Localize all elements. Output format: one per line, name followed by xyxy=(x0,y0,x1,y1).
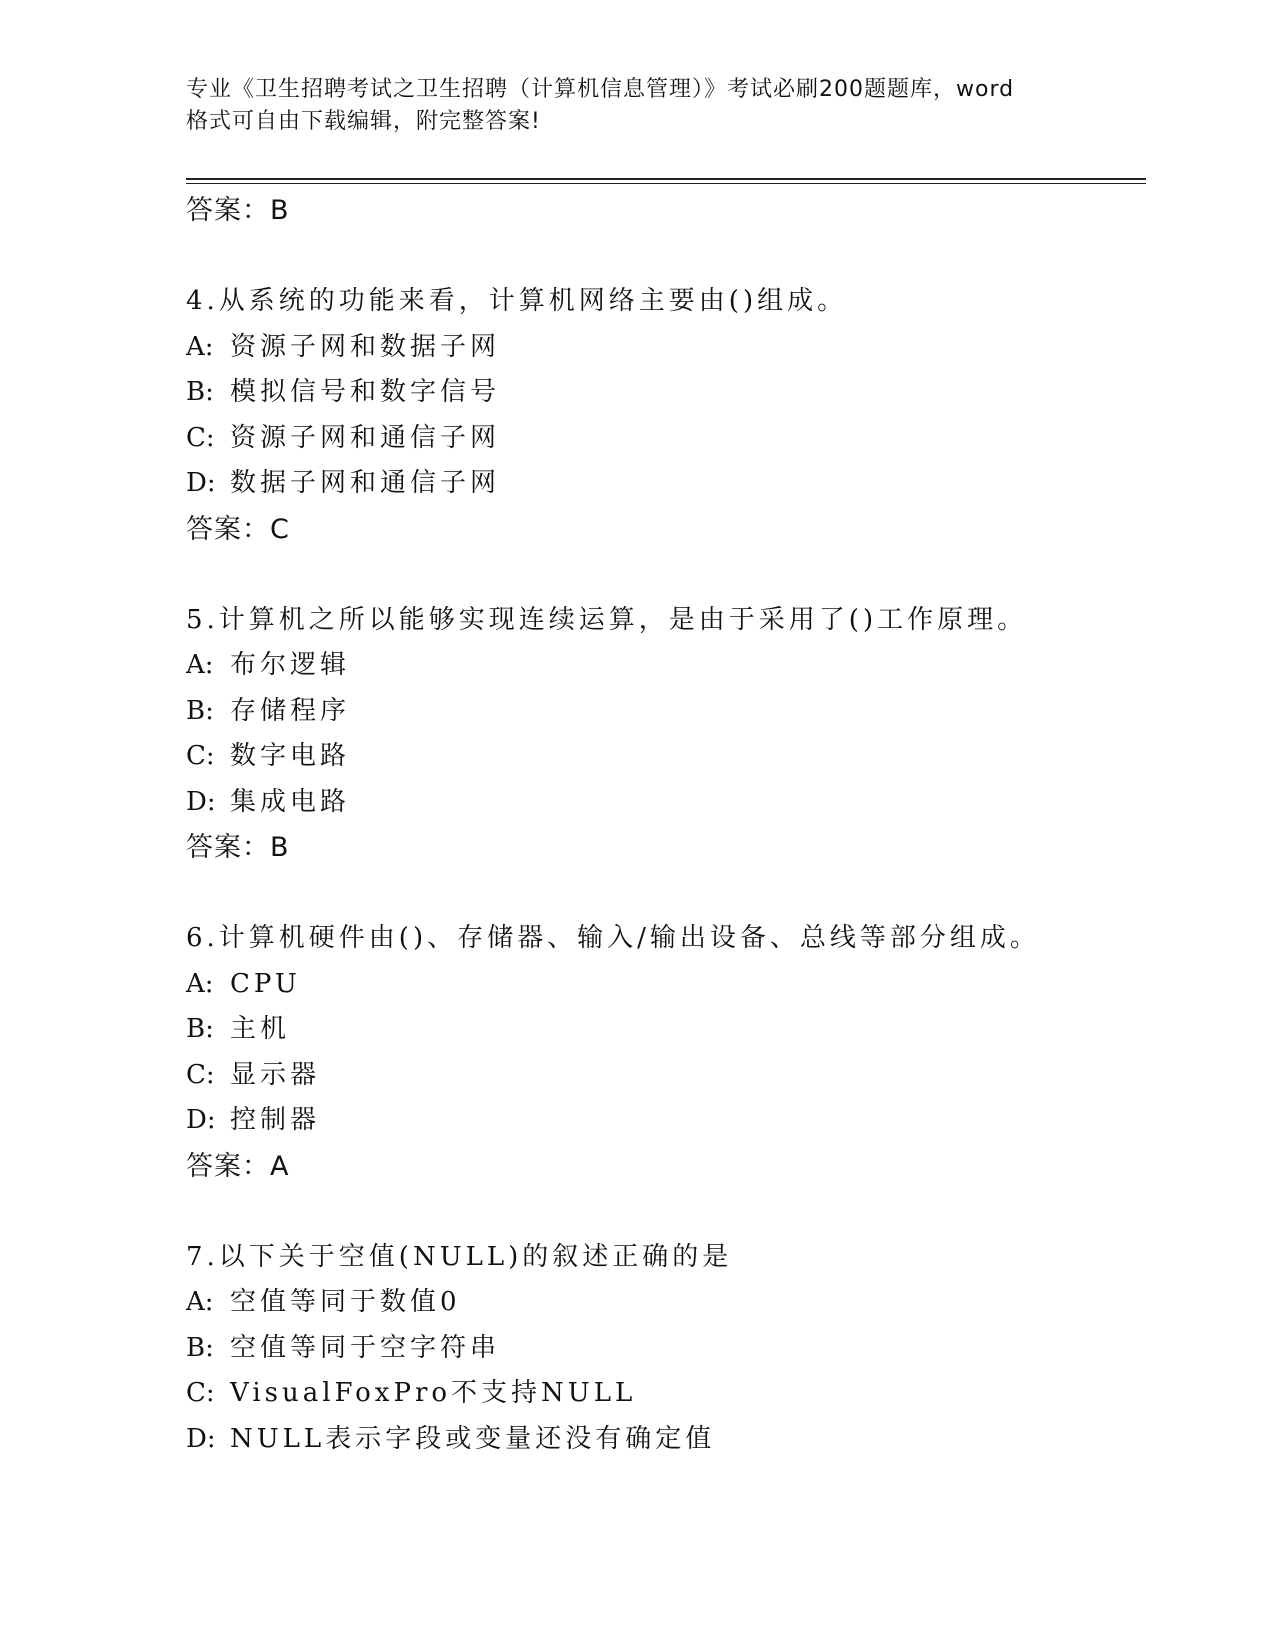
option-item xyxy=(186,1371,1146,1417)
question-block xyxy=(186,279,1146,552)
option-key: D: xyxy=(186,468,216,498)
option-key: B: xyxy=(186,1332,214,1363)
previous-answer: 答案：B xyxy=(186,195,290,226)
header-line-1: 专业《卫生招聘考试之卫生招聘（计算机信息管理）》考试必刷200题题库，word xyxy=(186,77,1015,102)
option-key: A: xyxy=(186,1287,214,1317)
option-item xyxy=(186,689,1146,735)
option-text: 显示器 xyxy=(230,1059,321,1090)
option-text: 空值等同于空字符串 xyxy=(230,1332,501,1363)
option-text: 空值等同于数值0 xyxy=(230,1287,461,1317)
question-block xyxy=(186,1235,1146,1463)
option-text: VisualFoxPro不支持NULL xyxy=(230,1378,637,1408)
option-key: D: xyxy=(186,1105,216,1135)
option-item xyxy=(186,780,1146,826)
header-divider-thin xyxy=(186,183,1146,184)
option-item xyxy=(186,416,1146,462)
option-item xyxy=(186,734,1146,780)
header-divider-thick xyxy=(186,178,1146,180)
question-block xyxy=(186,916,1146,1189)
option-item xyxy=(186,461,1146,507)
option-text: 布尔逻辑 xyxy=(230,650,351,680)
option-key: D: xyxy=(186,786,216,817)
option-text: 集成电路 xyxy=(230,786,351,817)
option-key: B: xyxy=(186,377,214,407)
option-text: 主机 xyxy=(230,1014,291,1044)
option-text: 控制器 xyxy=(230,1105,321,1135)
option-key: A: xyxy=(186,650,214,680)
option-text: CPU xyxy=(230,968,301,999)
option-item xyxy=(186,1326,1146,1372)
option-key: C: xyxy=(186,1378,215,1408)
option-key: A: xyxy=(186,968,214,999)
option-key: B: xyxy=(186,1014,214,1044)
option-text: 数据子网和通信子网 xyxy=(230,468,501,498)
answer-line: 答案：B xyxy=(186,832,290,863)
option-text: 数字电路 xyxy=(230,741,351,771)
option-key: C: xyxy=(186,1059,215,1090)
question-list xyxy=(186,188,1146,1462)
option-text: 模拟信号和数字信号 xyxy=(230,377,501,407)
question-text: 7.以下关于空值(NULL)的叙述正确的是 xyxy=(186,1241,733,1272)
option-text: 资源子网和数据子网 xyxy=(230,331,501,362)
option-key: D: xyxy=(186,1423,216,1454)
option-key: C: xyxy=(186,741,215,771)
answer-line: 答案：A xyxy=(186,1150,290,1182)
question-block xyxy=(186,598,1146,871)
option-text: 存储程序 xyxy=(230,695,351,726)
option-text: 资源子网和通信子网 xyxy=(230,422,501,453)
option-item xyxy=(186,962,1146,1008)
option-item xyxy=(186,643,1146,689)
option-item xyxy=(186,1280,1146,1326)
answer-line: 答案：C xyxy=(186,513,290,545)
option-item xyxy=(186,370,1146,416)
option-item xyxy=(186,1098,1146,1144)
option-item xyxy=(186,325,1146,371)
option-item xyxy=(186,1417,1146,1463)
option-key: A: xyxy=(186,331,214,362)
header-line-2: 格式可自由下载编辑，附完整答案! xyxy=(186,109,541,134)
option-item xyxy=(186,1007,1146,1053)
option-key: B: xyxy=(186,695,214,726)
option-text: NULL表示字段或变量还没有确定值 xyxy=(230,1423,716,1454)
option-item xyxy=(186,1053,1146,1099)
question-text: 5.计算机之所以能够实现连续运算，是由于采用了()工作原理。 xyxy=(186,604,1028,635)
option-key: C: xyxy=(186,422,215,453)
question-text: 6.计算机硬件由()、存储器、输入/输出设备、总线等部分组成。 xyxy=(186,923,1040,953)
question-text: 4.从系统的功能来看，计算机网络主要由()组成。 xyxy=(186,286,848,316)
document-header xyxy=(186,74,1146,138)
